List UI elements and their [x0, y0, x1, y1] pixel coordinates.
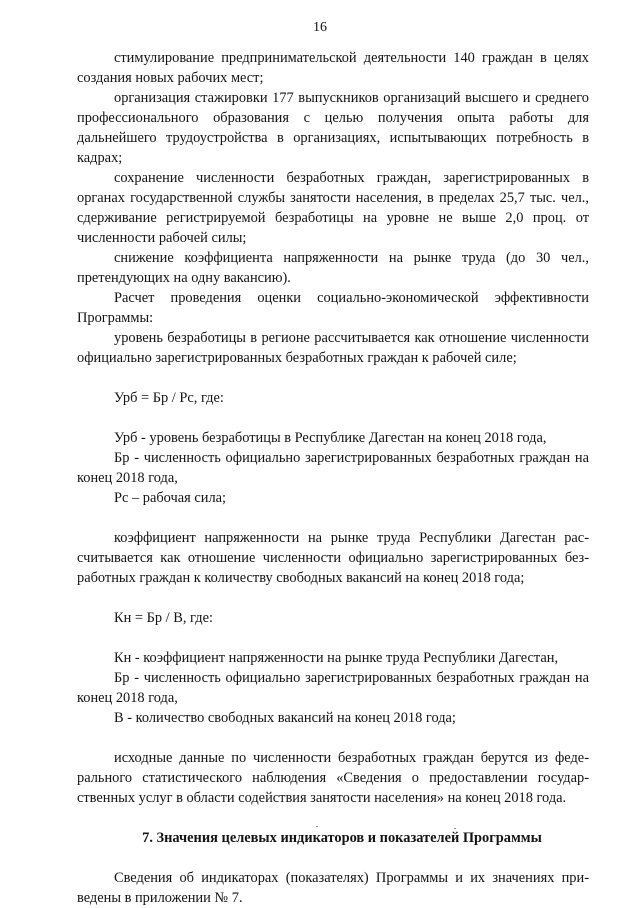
scan-speck [454, 828, 456, 829]
scan-speck [316, 826, 318, 827]
paragraph-tension-reduction: снижение коэффициента напряженности на рынке труда (до 30 чел., претендующих на одну вакансию). [77, 250, 589, 286]
spacer [77, 808, 589, 828]
spacer [77, 588, 589, 608]
paragraph-source-data: исходные данные по численности безработных граждан берутся из федерального статистического наблюдения «Сведения о предоставлении государственных услуг в области содействия занятости населения» на конец 2018 года. [77, 750, 589, 806]
paragraph-unemployment-rate: уровень безработицы в регионе рассчитывается как отношение численности официально зарегистрированных безработных граждан к рабочей силе; [77, 330, 589, 366]
spacer [77, 848, 589, 868]
legend-br-2: Бр - численность официально зарегистрированных безработных граждан на конец 2018 года, [77, 670, 589, 706]
document-body [77, 48, 589, 908]
spacer [77, 508, 589, 528]
spacer [77, 408, 589, 428]
legend-kn: Кн - коэффициент напряженности на рынке труда Республики Дагестан, [114, 650, 559, 666]
paragraph-unemployed-count: сохранение численности безработных граждан, зарегистрированных в органах государственной службы занятости населения, в пределах 25,7 тыс. чел., сдерживание регистрируемой безработицы на уровне не выше 2,0 проц. от численности рабочей силы; [77, 170, 589, 246]
legend-rs: Рс – рабочая сила; [114, 490, 227, 506]
spacer [77, 368, 589, 388]
spacer [77, 728, 589, 748]
spacer [77, 628, 589, 648]
formula-unemployment-rate: Урб = Бр / Рс, где: [114, 390, 224, 406]
page-number: 16 [313, 20, 327, 35]
section-heading: 7. Значения целевых индикаторов и показателей Программы [142, 830, 542, 846]
legend-br: Бр - численность официально зарегистрированных безработных граждан на конец 2018 года, [77, 450, 589, 486]
formula-tension-coefficient: Кн = Бр / В, где: [114, 610, 213, 626]
paragraph-entrepreneurship: стимулирование предпринимательской деятельности 140 граждан в целях создания новых рабочих мест; [77, 50, 589, 86]
legend-urb: Урб - уровень безработицы в Республике Дагестан на конец 2018 года, [114, 430, 547, 446]
paragraph-internship: организация стажировки 177 выпускников организаций высшего и среднего профессионального образования с целью получения опыта работы для дальнейшего трудоустройства в организациях, испытывающих потребность в кадрах; [77, 90, 589, 166]
paragraph-indicators: Сведения об индикаторах (показателях) Программы и их значениях приведены в приложении № 7. [77, 870, 589, 906]
paragraph-evaluation: Расчет проведения оценки социально-экономической эффективности Программы: [77, 290, 589, 326]
legend-v: В - количество свободных вакансий на конец 2018 года; [114, 710, 456, 726]
paragraph-tension-coefficient: коэффициент напряженности на рынке труда Республики Дагестан рассчитывается как отношение численности официально зарегистрированных безработных граждан к количеству свободных вакансий на конец 2018 года; [77, 530, 589, 586]
